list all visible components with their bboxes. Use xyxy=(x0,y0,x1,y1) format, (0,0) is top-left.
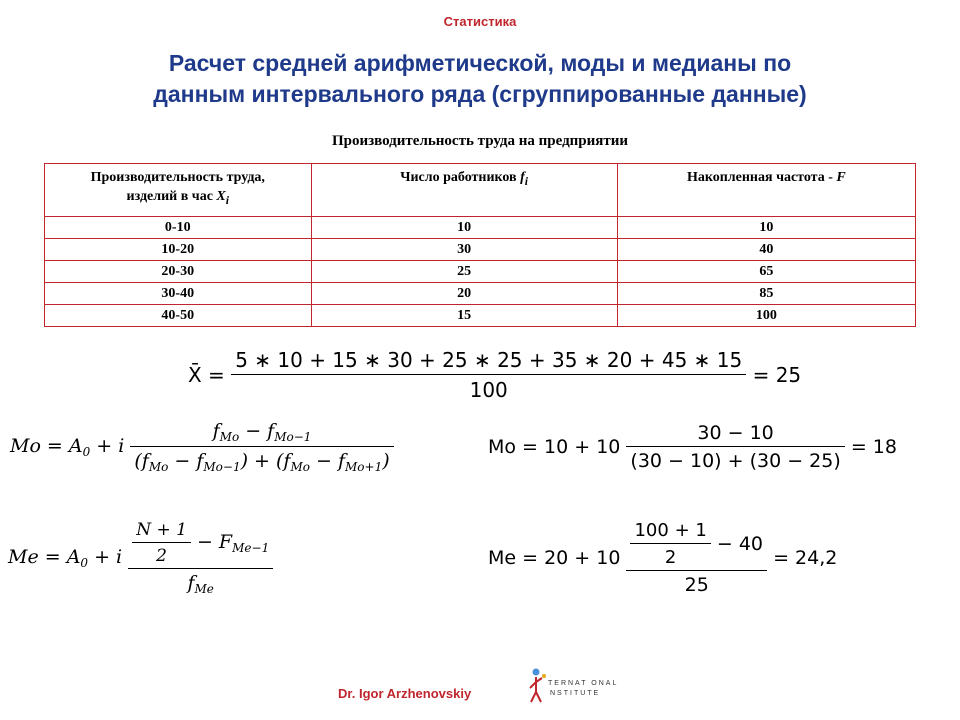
table-caption: Производительность труда на предприятии xyxy=(331,133,629,149)
title-line-1: Расчет средней арифметической, моды и медианы по xyxy=(168,50,792,76)
institute-logo xyxy=(528,666,638,706)
table-row: 30-40 20 85 xyxy=(45,283,916,305)
table-row: 20-30 25 65 xyxy=(45,261,916,283)
table-row: 0-10 10 10 xyxy=(45,217,916,239)
median-numeric-formula: Me = 20 + 10 $\frac{100 + 1}{2}$ − 40 25 = 24,2 xyxy=(488,520,838,596)
mode-numeric-formula: Mo = 10 + 10 $\frac{30 - 10}{(30 - 10) + (30 - 25)}$ = 18 xyxy=(488,422,897,472)
header-productivity: Производительность труда, изделий в час $X_i$ xyxy=(45,164,312,217)
table-row: 40-50 15 100 xyxy=(45,305,916,327)
figure-icon xyxy=(528,666,550,706)
logo-line-2: NSTITUTE xyxy=(550,690,601,697)
section-label: Статистика xyxy=(443,14,517,29)
mean-formula: X̄ = $\frac{5 ∗ 10 + 15 ∗ 30 + 25 ∗ 25 + 35 ∗ 20 + 45 ∗ 15}{100}$ = 25 xyxy=(188,348,802,402)
author-name: Dr. Igor Arzhenovskiy xyxy=(338,686,472,701)
title-line-2: данным интервального ряда (сгруппированные данные) xyxy=(153,81,807,107)
header-workers: Число работников $f_i$ xyxy=(311,164,617,217)
median-general-formula: $Me = A_0 + i$ $\frac{N + 1}{2}$ − $F_{Me-1}$ $f_{Me}$ xyxy=(8,520,273,596)
page-title xyxy=(60,48,900,110)
frequency-table xyxy=(44,163,916,327)
table-row: 10-20 30 40 xyxy=(45,239,916,261)
header-cumulative: Накопленная частота - F xyxy=(617,164,915,217)
table-header-row xyxy=(45,164,916,217)
logo-line-1: TERNAT ONAL xyxy=(548,680,619,687)
mode-general-formula: $Mo = A_0 + i$ $\frac{f_{Mo} - f_{Mo-1}}{(f_{Mo} - f_{Mo-1}) + (f_{Mo} - f_{Mo+1})}$ xyxy=(10,420,394,474)
